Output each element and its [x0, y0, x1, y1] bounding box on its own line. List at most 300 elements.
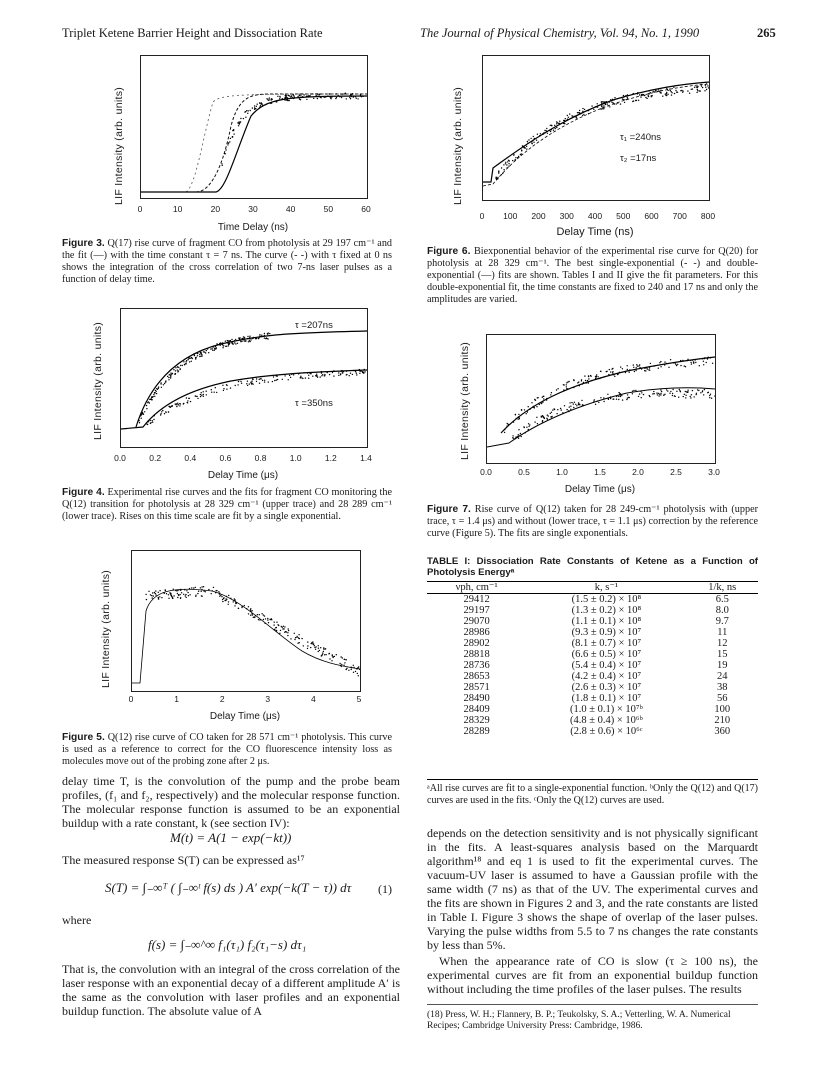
data-point	[191, 587, 192, 588]
data-point	[269, 97, 270, 98]
data-point	[699, 365, 700, 366]
fig4-xlabel: Delay Time (μs)	[207, 470, 279, 481]
data-point	[567, 119, 568, 120]
data-point	[243, 118, 244, 119]
table-cell: 29070	[463, 616, 490, 628]
data-point	[343, 93, 344, 94]
data-point	[640, 96, 641, 97]
data-point	[702, 391, 703, 392]
x-tick-label: 40	[285, 204, 296, 214]
data-point	[533, 136, 534, 137]
data-point	[643, 394, 644, 395]
data-point	[600, 108, 601, 109]
data-point	[270, 619, 271, 620]
data-point	[703, 361, 704, 362]
data-point	[657, 394, 658, 395]
data-point	[515, 414, 516, 415]
table-cell: 360	[714, 726, 731, 738]
data-point	[284, 626, 285, 627]
data-point	[685, 391, 686, 392]
fig7-lower-trace	[487, 388, 715, 447]
data-point	[564, 120, 565, 121]
data-point	[540, 133, 541, 134]
data-point	[626, 99, 627, 100]
data-point	[335, 98, 336, 99]
data-point	[634, 371, 635, 372]
data-point	[238, 381, 239, 382]
data-point	[319, 94, 320, 95]
fig7-caption-text: Rise curve of Q(12) taken for 28 249-cm⁻¹ photolysis with (upper trace, τ = 1.4 μs) and without (lower trace, τ = 1.1 μs) correction by the reference curve (Figure 5). The fits are single exponentials.	[427, 504, 758, 540]
data-point	[340, 656, 341, 657]
data-point	[618, 399, 619, 400]
data-point	[573, 407, 574, 408]
data-point	[314, 647, 315, 648]
data-point	[697, 86, 698, 87]
data-point	[710, 357, 711, 358]
data-point	[514, 159, 515, 160]
data-point	[697, 90, 698, 91]
table-cell: (5.4 ± 0.4) × 10⁷	[571, 660, 642, 672]
data-point	[635, 100, 636, 101]
data-point	[653, 391, 654, 392]
data-point	[259, 614, 260, 615]
data-point	[700, 84, 701, 85]
data-point	[294, 639, 295, 640]
data-point	[627, 369, 628, 370]
data-point	[203, 351, 204, 352]
data-point	[622, 399, 623, 400]
table-row	[427, 627, 758, 638]
data-point	[212, 590, 213, 591]
data-point	[185, 361, 186, 362]
data-point	[601, 377, 602, 378]
data-point	[620, 366, 621, 367]
data-point	[612, 368, 613, 369]
data-point	[353, 665, 354, 666]
data-point	[250, 339, 251, 340]
data-point	[527, 141, 528, 142]
data-point	[525, 432, 526, 433]
x-tick-label: 2.5	[670, 467, 682, 477]
data-point	[561, 409, 562, 410]
data-point	[339, 96, 340, 97]
table-cell: 29197	[463, 605, 490, 617]
data-point	[533, 142, 534, 143]
data-point	[161, 387, 162, 388]
data-point	[227, 144, 228, 145]
data-point	[547, 133, 548, 134]
data-point	[341, 97, 342, 98]
fig5-data-points	[145, 586, 360, 677]
data-point	[321, 371, 322, 372]
table-cell: 9.7	[715, 616, 729, 628]
data-point	[358, 666, 359, 667]
x-tick-label: 3	[265, 694, 271, 704]
fig3-caption	[62, 238, 392, 286]
data-point	[172, 406, 173, 407]
data-point	[584, 375, 585, 376]
data-point	[554, 125, 555, 126]
data-point	[332, 372, 333, 373]
data-point	[608, 374, 609, 375]
fig4-data-points	[138, 332, 365, 425]
data-point	[608, 105, 609, 106]
data-point	[203, 586, 204, 587]
data-point	[633, 390, 634, 391]
data-point	[193, 587, 194, 588]
data-point	[685, 397, 686, 398]
data-point	[252, 379, 253, 380]
fig6-tau2: τ₂ =17ns	[620, 153, 657, 164]
data-point	[608, 398, 609, 399]
data-point	[325, 648, 326, 649]
data-point	[229, 141, 230, 142]
data-point	[147, 424, 148, 425]
data-point	[244, 605, 245, 606]
data-point	[617, 374, 618, 375]
data-point	[251, 383, 252, 384]
data-point	[153, 394, 154, 395]
data-point	[160, 383, 161, 384]
data-point	[359, 373, 360, 374]
data-point	[144, 411, 145, 412]
data-point	[234, 598, 235, 599]
data-point	[340, 371, 341, 372]
data-point	[585, 382, 586, 383]
data-point	[331, 660, 332, 661]
data-point	[211, 593, 212, 594]
data-point	[269, 99, 270, 100]
data-point	[550, 413, 551, 414]
data-point	[170, 593, 171, 594]
data-point	[576, 117, 577, 118]
data-point	[521, 436, 522, 437]
data-point	[332, 655, 333, 656]
data-point	[636, 364, 637, 365]
data-point	[234, 605, 235, 606]
data-point	[607, 394, 608, 395]
data-point	[183, 403, 184, 404]
data-point	[172, 598, 173, 599]
data-point	[541, 403, 542, 404]
data-point	[588, 382, 589, 383]
data-point	[660, 393, 661, 394]
data-point	[710, 394, 711, 395]
data-point	[292, 373, 293, 374]
running-head-left: Triplet Ketene Barrier Height and Dissociation Rate	[62, 26, 323, 40]
data-point	[249, 340, 250, 341]
data-point	[581, 380, 582, 381]
data-point	[537, 397, 538, 398]
data-point	[159, 596, 160, 597]
data-point	[343, 371, 344, 372]
left-paragraph-2: The measured response S(T) can be expressed as¹⁷	[62, 853, 305, 867]
data-point	[566, 388, 567, 389]
data-point	[329, 93, 330, 94]
data-point	[249, 383, 250, 384]
data-point	[330, 98, 331, 99]
data-point	[667, 390, 668, 391]
data-point	[251, 613, 252, 614]
data-point	[247, 113, 248, 114]
data-point	[622, 368, 623, 369]
data-point	[286, 99, 287, 100]
x-tick-label: 500	[616, 211, 631, 221]
data-point	[637, 365, 638, 366]
data-point	[601, 106, 602, 107]
data-point	[675, 363, 676, 364]
data-point	[276, 101, 277, 102]
data-point	[612, 99, 613, 100]
data-point	[656, 392, 657, 393]
data-point	[238, 608, 239, 609]
data-point	[291, 96, 292, 97]
data-point	[579, 110, 580, 111]
data-point	[299, 94, 300, 95]
data-point	[269, 333, 270, 334]
data-point	[179, 405, 180, 406]
data-point	[646, 98, 647, 99]
data-point	[226, 599, 227, 600]
data-point	[301, 638, 302, 639]
fig5-trace	[132, 589, 360, 683]
data-point	[362, 96, 363, 97]
data-point	[147, 402, 148, 403]
fig5-ylabel: LIF Intensity (arb. units)	[100, 569, 112, 688]
data-point	[200, 587, 201, 588]
data-point	[238, 125, 239, 126]
data-point	[142, 413, 143, 414]
data-point	[343, 665, 344, 666]
data-point	[165, 412, 166, 413]
data-point	[527, 143, 528, 144]
fig5-curves	[132, 551, 360, 691]
data-point	[702, 358, 703, 359]
data-point	[250, 382, 251, 383]
data-point	[287, 97, 288, 98]
data-point	[518, 434, 519, 435]
data-point	[201, 354, 202, 355]
data-point	[534, 407, 535, 408]
data-point	[539, 135, 540, 136]
data-point	[618, 396, 619, 397]
data-point	[516, 418, 517, 419]
data-point	[247, 338, 248, 339]
data-point	[694, 396, 695, 397]
data-point	[588, 376, 589, 377]
fig7-ylabel: LIF Intensity (arb. units)	[459, 341, 471, 460]
data-point	[530, 138, 531, 139]
data-point	[523, 147, 524, 148]
data-point	[259, 619, 260, 620]
data-point	[288, 379, 289, 380]
data-point	[342, 94, 343, 95]
data-point	[218, 591, 219, 592]
data-point	[621, 395, 622, 396]
data-point	[219, 593, 220, 594]
data-point	[152, 420, 153, 421]
data-point	[200, 352, 201, 353]
table-header-row	[427, 582, 758, 594]
data-point	[610, 397, 611, 398]
data-point	[639, 94, 640, 95]
data-point	[577, 112, 578, 113]
data-point	[528, 429, 529, 430]
data-point	[352, 374, 353, 375]
data-point	[280, 630, 281, 631]
data-point	[201, 596, 202, 597]
data-point	[351, 667, 352, 668]
data-point	[256, 378, 257, 379]
data-point	[158, 592, 159, 593]
data-point	[186, 360, 187, 361]
data-point	[526, 148, 527, 149]
data-point	[158, 597, 159, 598]
table-row	[427, 682, 758, 693]
data-point	[203, 396, 204, 397]
data-point	[183, 594, 184, 595]
data-point	[312, 376, 313, 377]
data-point	[155, 594, 156, 595]
fig6-label: Figure 6.	[427, 246, 471, 257]
data-point	[593, 109, 594, 110]
data-point	[276, 622, 277, 623]
fig6-caption	[427, 246, 758, 306]
data-point	[569, 402, 570, 403]
data-point	[601, 101, 602, 102]
data-point	[616, 103, 617, 104]
data-point	[287, 635, 288, 636]
data-point	[285, 97, 286, 98]
data-point	[294, 96, 295, 97]
data-point	[653, 365, 654, 366]
data-point	[237, 384, 238, 385]
data-point	[568, 117, 569, 118]
data-point	[181, 592, 182, 593]
data-point	[705, 85, 706, 86]
data-point	[690, 362, 691, 363]
data-point	[550, 125, 551, 126]
data-point	[627, 97, 628, 98]
data-point	[518, 416, 519, 417]
data-point	[616, 396, 617, 397]
data-point	[263, 619, 264, 620]
data-point	[201, 355, 202, 356]
data-point	[566, 409, 567, 410]
data-point	[225, 153, 226, 154]
data-point	[301, 93, 302, 94]
data-point	[146, 408, 147, 409]
data-point	[274, 380, 275, 381]
data-point	[220, 345, 221, 346]
data-point	[257, 614, 258, 615]
data-point	[524, 427, 525, 428]
data-point	[196, 396, 197, 397]
table-row	[427, 671, 758, 682]
fig3-xlabel: Time Delay (ns)	[217, 222, 289, 233]
data-point	[610, 99, 611, 100]
data-point	[572, 116, 573, 117]
data-point	[285, 95, 286, 96]
data-point	[356, 373, 357, 374]
table-row	[427, 704, 758, 715]
data-point	[264, 333, 265, 334]
data-point	[575, 404, 576, 405]
data-point	[320, 647, 321, 648]
fig6-plot	[482, 55, 710, 201]
data-point	[303, 94, 304, 95]
data-point	[160, 414, 161, 415]
data-point	[672, 389, 673, 390]
data-point	[299, 638, 300, 639]
data-point	[138, 420, 139, 421]
data-point	[284, 632, 285, 633]
data-point	[355, 371, 356, 372]
data-point	[222, 344, 223, 345]
data-point	[261, 335, 262, 336]
data-point	[259, 106, 260, 107]
data-point	[705, 87, 706, 88]
data-point	[620, 394, 621, 395]
table-cell: (2.8 ± 0.6) × 10⁶ᶜ	[570, 726, 643, 738]
x-tick-label: 4	[311, 694, 316, 704]
data-point	[528, 139, 529, 140]
data-point	[613, 374, 614, 375]
data-point	[344, 659, 345, 660]
data-point	[550, 131, 551, 132]
data-point	[290, 638, 291, 639]
data-point	[259, 383, 260, 384]
data-point	[146, 599, 147, 600]
fig4-caption-text: Experimental rise curves and the fits for fragment CO monitoring the Q(12) transition for photolysis at 28 329 cm⁻¹ (upper trace) and 28 289 cm⁻¹ (lower trace). Rises on this time scale are fit by a single exponential.	[62, 487, 392, 523]
data-point	[175, 370, 176, 371]
data-point	[231, 339, 232, 340]
data-point	[328, 653, 329, 654]
table-cell: 19	[717, 660, 728, 672]
data-point	[597, 376, 598, 377]
data-point	[310, 373, 311, 374]
table-cell: (1.1 ± 0.1) × 10⁸	[571, 616, 642, 628]
fig6-data-points	[495, 83, 709, 180]
data-point	[696, 86, 697, 87]
fig3-fit-curve	[141, 96, 367, 192]
data-point	[533, 139, 534, 140]
x-tick-label: 1	[174, 694, 179, 704]
data-point	[230, 598, 231, 599]
data-point	[283, 626, 284, 627]
data-point	[704, 358, 705, 359]
data-point	[666, 363, 667, 364]
table-cell: 38	[717, 682, 728, 694]
fig5-caption-text: Q(12) rise curve of CO taken for 28 571 cm⁻¹ photolysis. This curve is used as a reference to correct for the CO fluorescence intensity loss as molecules move out of the probing zone after 2 μs.	[62, 732, 392, 768]
data-point	[706, 83, 707, 84]
x-tick-label: 400	[587, 211, 603, 221]
data-point	[168, 379, 169, 380]
data-point	[203, 391, 204, 392]
data-point	[661, 391, 662, 392]
data-point	[201, 586, 202, 587]
page-number: 265	[757, 26, 776, 40]
data-point	[228, 345, 229, 346]
data-point	[694, 87, 695, 88]
data-point	[169, 374, 170, 375]
data-point	[626, 399, 627, 400]
data-point	[189, 361, 190, 362]
data-point	[166, 593, 167, 594]
data-point	[562, 412, 563, 413]
data-point	[534, 138, 535, 139]
data-point	[527, 430, 528, 431]
